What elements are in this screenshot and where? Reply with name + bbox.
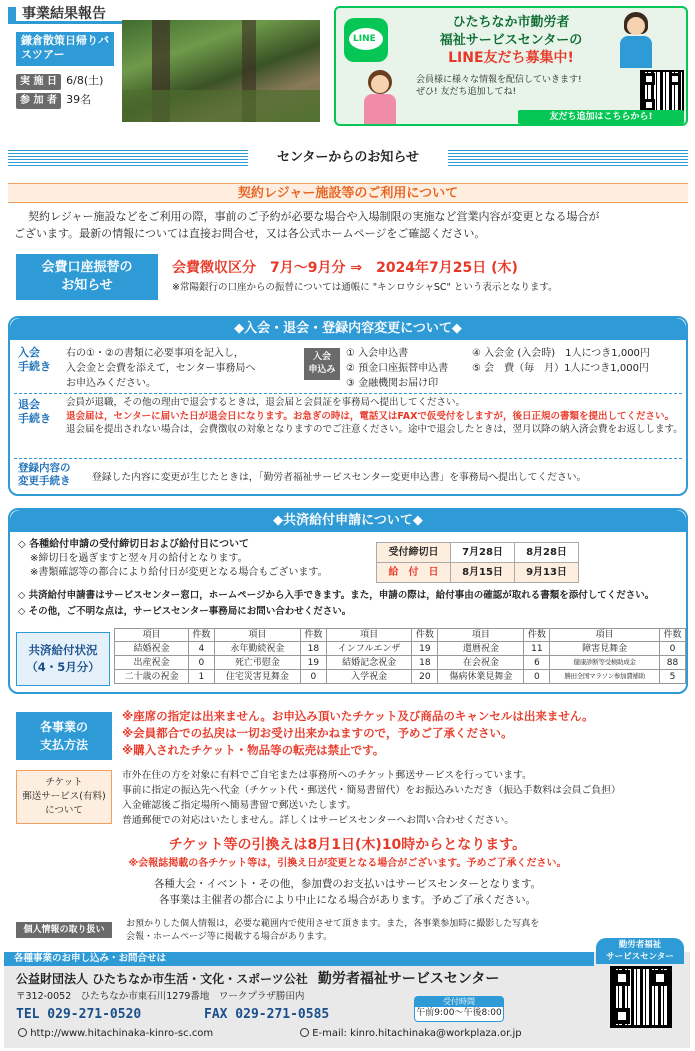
footer-center-name: 勤労者福祉サービスセンター (317, 971, 500, 987)
date-value: 6/8(土) (66, 74, 104, 87)
date-label: 実 施 日 (16, 74, 61, 90)
status-item: 結婚祝金 (115, 642, 189, 656)
status-count: 19 (412, 642, 438, 656)
fee-label: 会費口座振替の お知らせ (16, 254, 158, 300)
participants-value: 39名 (66, 93, 92, 106)
participants-row (16, 93, 91, 109)
status-item: 還暦祝金 (438, 642, 524, 656)
line-add-friend-link[interactable]: 友だち追加はこちらから! (518, 110, 684, 124)
notice-heading: センターからのお知らせ (248, 149, 448, 167)
status-count: 0 (660, 642, 686, 656)
status-header-count: 件数 (660, 629, 686, 642)
line-promo-box (334, 6, 688, 126)
tour-photo (122, 20, 320, 122)
privacy-text: お預かりした個人情報は，必要な範囲内で使用させて頂きます。また，各事業参加時に撮影した写真を 会報・ホームページ等に掲載する場合があります。 (126, 919, 540, 942)
contract-body: 契約レジャー施設などをご利用の際，事前のご予約が必要な場合や入場制限の実施など営業内容が変更となる場合が ございます。最新の情報については直接お問合せ，又は各公式ホームページをご確認ください。 (14, 210, 600, 240)
footer-tagline-bar (4, 952, 594, 966)
status-item: インフルエンザ (326, 642, 411, 656)
globe-icon (300, 1028, 309, 1037)
deadline-cell: 8月15日 (451, 563, 515, 583)
status-header-item: 項目 (550, 629, 660, 642)
ticket-text: 市外在住の方を対象に有料でご自宅または事務所へのチケット郵送サービスを行っています。 事前に指定の振込先へ代金（チケット代・郵送代・簡易書留代）をお振込みいただき（振込手数料は会員ご負担） 入金確認後ご指定場所へ簡易書留で郵送いたします。 普通郵便での対応はいたしません。詳しくはサービスセンターへお問い合わせください。 (122, 770, 621, 826)
payment-label: 各事業の 支払方法 (16, 712, 112, 760)
membership-header: ◆入会・退会・登録内容変更について◆ (10, 318, 686, 340)
benefit-deadlines-text: ◇ 各種給付申請の受付締切日および給付日について ※締切日を過ぎますと翌々月の給付となります。 ※書類確認等の都合により給付日が変更となる場合もございます。 (18, 539, 328, 578)
deadline-row-label: 給 付 日 (377, 563, 451, 583)
footer-org: 公益財団法人 ひたちなか市生活・文化・スポーツ公社 勤労者福祉サービスセンター (16, 971, 500, 987)
contract-title-bar: 契約レジャー施設等のご利用について (8, 183, 688, 203)
status-count: 6 (524, 656, 550, 670)
status-header-count: 件数 (524, 629, 550, 642)
deadline-cell: 7月28日 (451, 543, 515, 563)
ticket-label: チケット 郵送サービス(有料) について (16, 770, 112, 824)
footer-qr-code[interactable] (610, 966, 672, 1028)
benefit-item2: ◇ 共済給付申請書はサービスセンター窓口，ホームページから入手できます。また，申請の際は，給付事由の確認が取れる書類を添付してください。 (18, 590, 655, 601)
status-count: 0 (188, 656, 214, 670)
apply-badge: 入会 申込み (304, 348, 340, 380)
status-item: 傷病休業見舞金 (438, 670, 524, 684)
footer-email[interactable]: E-mail: kinro.hitachinaka@workplaza.or.jp (300, 1027, 522, 1041)
woman-illustration (360, 70, 400, 124)
status-count: 18 (300, 642, 326, 656)
status-row (115, 670, 686, 684)
fee-headline: 会費徴収区分 7月〜9月分 ⇒ 2024年7月25日 (木) (172, 260, 518, 276)
footer-tel: TEL 029-271-0520 (16, 1007, 142, 1022)
status-header-item: 項目 (438, 629, 524, 642)
status-header-item: 項目 (115, 629, 189, 642)
change-label: 登録内容の 変更手続き (18, 462, 71, 488)
status-header-count: 件数 (412, 629, 438, 642)
status-count: 5 (660, 670, 686, 684)
doc-item: ② 預金口座振替申込書 (346, 363, 449, 374)
status-count: 4 (188, 642, 214, 656)
status-item: 出産祝金 (115, 656, 189, 670)
status-count: 0 (524, 670, 550, 684)
status-count: 19 (300, 656, 326, 670)
status-count: 11 (524, 642, 550, 656)
participants-label: 参 加 者 (16, 93, 61, 109)
join-label: 入会 手続き (18, 346, 51, 373)
benefit-item3: ◇ その他，ご不明な点は，サービスセンター事務局にお問い合わせください。 (18, 606, 352, 617)
date-row (16, 74, 103, 90)
fee-item: ⑤ 会 費（毎 月）1人につき1,000円 (472, 363, 649, 374)
status-header-count: 件数 (300, 629, 326, 642)
exchange-note: ※会報誌掲載の各チケット等は，引換え日が変更となる場合がございます。予めご了承ください。 (128, 858, 567, 869)
status-count: 0 (300, 670, 326, 684)
footer-url[interactable]: http://www.hitachinaka-kinro-sc.com (18, 1027, 213, 1041)
join-text: 右の①・②の書類に必要事項を記入し， 入会金と会費を添えて，センター事務局へ お申込みください。 (66, 348, 256, 389)
status-count: 88 (660, 656, 686, 670)
status-item: 入学祝金 (326, 670, 411, 684)
status-label: 共済給付状況 （4・5月分） (16, 632, 110, 686)
status-row (115, 642, 686, 656)
apply-fees (472, 346, 650, 376)
report-heading: 事業結果報告 (22, 6, 106, 22)
exchange-headline: チケット等の引換えは8月1日(木)10時からとなります。 (168, 837, 527, 853)
status-item: 永年勤続祝金 (214, 642, 300, 656)
status-header-item: 項目 (214, 629, 300, 642)
status-item: 勝田全国マラソン参加費補助 (550, 670, 660, 684)
exchange-text: 各種大会・イベント・その他，参加費のお支払いはサービスセンターとなります。 各事業は主催者の都合により中止になる場合があります。予めご了承ください。 (153, 878, 542, 906)
tour-title: 鎌倉散策日帰りバスツアー (16, 32, 114, 66)
line-app-icon: LINE (344, 18, 388, 62)
status-count: 1 (188, 670, 214, 684)
status-item: 二十歳の祝金 (115, 670, 189, 684)
doc-item: ③ 金融機関お届け印 (346, 378, 439, 389)
leave-label: 退会 手続き (18, 398, 51, 425)
line-body: 会員様に様々な情報を配信していきます! ぜひ! 友だち追加してね! (416, 75, 582, 98)
globe-icon (18, 1028, 27, 1037)
deadline-cell: 9月13日 (515, 563, 579, 583)
status-item: 在会祝金 (438, 656, 524, 670)
divider (14, 458, 682, 459)
deadline-table (376, 542, 579, 583)
status-header-count: 件数 (188, 629, 214, 642)
man-illustration (618, 12, 654, 68)
footer (4, 940, 690, 1048)
apply-docs (346, 346, 448, 391)
leave-text: 会員が退職，その他の理由で退会するときは，退会届と会員証を事務局へ提出してください。 退会届は，センターに届いた日が退会日になります。お急ぎの時は，電話又はFAXで仮受付をしますが，後日正規の書類を提出してください。 退会届を提出されない場合は，会費徴収の対象となりますのでご注意ください。途中で退会したときは，翌月以降の納入済会費をお返しします。 (66, 397, 683, 435)
status-item: 障害見舞金 (550, 642, 660, 656)
notice-heading-bar (8, 150, 688, 166)
line-title: ひたちなか市勤労者 福祉サービスセンターの LINE友だち募集中! (439, 15, 583, 67)
footer-tagline: 各種事業のお申し込み・お問合せは (14, 953, 167, 964)
status-count: 18 (412, 656, 438, 670)
status-table (114, 628, 686, 684)
deadline-row-label: 受付締切日 (377, 543, 451, 563)
line-qr-code[interactable] (640, 70, 684, 114)
fee-item: ④ 入会金 (入会時) 1人につき1,000円 (472, 348, 650, 359)
heading-marker (8, 7, 16, 21)
status-item: 住宅災害見舞金 (214, 670, 300, 684)
fee-note: ※常陽銀行の口座からの振替については通帳に "キンロウシャSC" という表示となります。 (172, 282, 558, 293)
privacy-label: 個人情報の取り扱い (16, 922, 112, 938)
doc-item: ① 入会申込書 (346, 348, 409, 359)
footer-hours: 受付時間 午前9:00〜午後8:00 (414, 996, 504, 1022)
payment-warnings: ※座席の指定は出来ません。お申込み頂いたチケット及び商品のキャンセルは出来ません。 ※会員都合での払戻は一切お受け出来かねますので，予めご了承ください。 ※購入されたチケット・物品等の転売は禁止です。 (122, 709, 594, 757)
footer-qr-badge: 勤労者福祉 サービスセンター (596, 938, 684, 964)
status-header-item: 項目 (326, 629, 411, 642)
status-row (115, 656, 686, 670)
status-item: 死亡弔慰金 (214, 656, 300, 670)
status-count: 20 (412, 670, 438, 684)
footer-address: 〒312-0052 ひたちなか市東石川1279番地 ワークプラザ勝田内 (16, 991, 305, 1002)
status-item: 結婚記念祝金 (326, 656, 411, 670)
footer-fax: FAX 029-271-0585 (204, 1007, 330, 1022)
divider (14, 393, 682, 394)
status-item: 健康診断等受検助成金 (550, 656, 660, 670)
benefit-header: ◆共済給付申請について◆ (10, 510, 686, 532)
deadline-cell: 8月28日 (515, 543, 579, 563)
change-text: 登録した内容に変更が生じたときは，「勤労者福祉サービスセンター変更申込書」を事務局へ提出してください。 (92, 472, 587, 483)
